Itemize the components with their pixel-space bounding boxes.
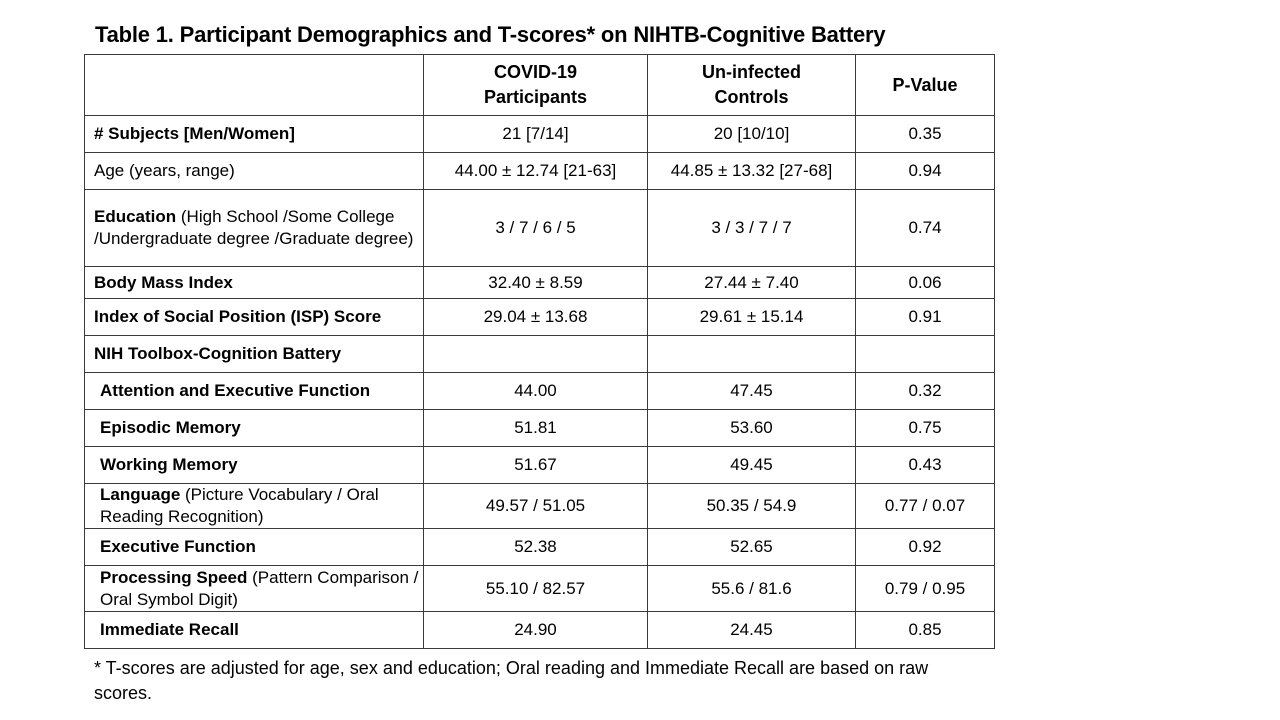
row-label-detail: Age (years, range): [94, 161, 235, 180]
row-label: [85, 529, 424, 566]
cell-covid: 29.04 ± 13.68: [424, 299, 648, 336]
cell-pvalue: [856, 336, 995, 373]
row-label-bold: Working Memory: [100, 455, 238, 474]
row-label: [85, 116, 424, 153]
table-row: [85, 529, 995, 566]
table-row: [85, 336, 995, 373]
demographics-table: [84, 54, 995, 649]
table-row: [85, 116, 995, 153]
row-label: [85, 373, 424, 410]
row-label: [85, 267, 424, 299]
cell-pvalue: 0.94: [856, 153, 995, 190]
row-label: [85, 299, 424, 336]
cell-controls: 49.45: [648, 447, 856, 484]
cell-covid: 55.10 / 82.57: [424, 566, 648, 612]
cell-covid: [424, 336, 648, 373]
row-label-bold: Executive Function: [100, 537, 256, 556]
cell-controls: 52.65: [648, 529, 856, 566]
row-label-bold: Episodic Memory: [100, 418, 241, 437]
row-label: [85, 612, 424, 649]
table-row: [85, 447, 995, 484]
cell-controls: 50.35 / 54.9: [648, 484, 856, 529]
header-controls-line2: Controls: [714, 87, 789, 107]
row-label: [85, 153, 424, 190]
header-cell-blank: [85, 55, 424, 116]
row-label-bold: Language: [100, 485, 181, 504]
cell-pvalue: 0.06: [856, 267, 995, 299]
cell-covid: 52.38: [424, 529, 648, 566]
row-label: [85, 484, 424, 529]
cell-pvalue: 0.77 / 0.07: [856, 484, 995, 529]
row-label-bold: Processing Speed: [100, 567, 248, 587]
row-label: [85, 410, 424, 447]
cell-pvalue: 0.79 / 0.95: [856, 566, 995, 612]
cell-controls: 44.85 ± 13.32 [27-68]: [648, 153, 856, 190]
row-label-bold: Attention and Executive Function: [100, 381, 371, 400]
table-row: [85, 153, 995, 190]
cell-covid: 51.81: [424, 410, 648, 447]
cell-controls: 27.44 ± 7.40: [648, 267, 856, 299]
cell-controls: 47.45: [648, 373, 856, 410]
header-covid-line1: COVID-19: [493, 62, 578, 82]
table-row: [85, 612, 995, 649]
cell-covid: 49.57 / 51.05: [424, 484, 648, 529]
row-label-detail: (Picture Vocabulary / Oral Reading Recognition): [100, 485, 379, 526]
cell-covid: 44.00: [424, 373, 648, 410]
header-covid-line2: Participants: [483, 87, 588, 107]
cell-controls: [648, 336, 856, 373]
table-row: [85, 299, 995, 336]
row-label-detail: (High School /Some College /Undergraduate degree /Graduate degree): [94, 207, 414, 248]
table-row: [85, 410, 995, 447]
cell-pvalue: 0.85: [856, 612, 995, 649]
cell-controls: 20 [10/10]: [648, 116, 856, 153]
header-controls: [648, 55, 856, 116]
table-row: [85, 484, 995, 529]
cell-controls: 53.60: [648, 410, 856, 447]
row-label: [85, 190, 424, 267]
table-row: [85, 267, 995, 299]
row-label-bold: # Subjects [Men/Women]: [94, 124, 295, 143]
cell-pvalue: 0.75: [856, 410, 995, 447]
cell-controls: 24.45: [648, 612, 856, 649]
cell-covid: 24.90: [424, 612, 648, 649]
table-title: Table 1. Participant Demographics and T-scores* on NIHTB-Cognitive Battery: [95, 22, 886, 47]
header-row: [85, 55, 995, 116]
table-row: [85, 566, 995, 612]
cell-covid: 51.67: [424, 447, 648, 484]
row-label-bold: Body Mass Index: [94, 272, 233, 292]
header-covid: [424, 55, 648, 116]
cell-controls: 29.61 ± 15.14: [648, 299, 856, 336]
row-label-bold: NIH Toolbox-Cognition Battery: [94, 344, 342, 363]
cell-covid: 44.00 ± 12.74 [21-63]: [424, 153, 648, 190]
header-controls-line1: Un-infected: [702, 62, 801, 82]
cell-covid: 32.40 ± 8.59: [424, 267, 648, 299]
row-label: [85, 566, 424, 612]
row-label-bold: Index of Social Position (ISP) Score: [94, 307, 382, 326]
row-label-bold: Education: [94, 207, 177, 226]
row-label: [85, 336, 424, 373]
table-row: [85, 190, 995, 267]
footnote: * T-scores are adjusted for age, sex and education; Oral reading and Immediate Recall are based on raw scores.: [94, 658, 929, 703]
cell-covid: 3 / 7 / 6 / 5: [424, 190, 648, 267]
cell-covid: 21 [7/14]: [424, 116, 648, 153]
row-label-detail: (Pattern Comparison / Oral Symbol Digit): [100, 567, 419, 609]
cell-pvalue: 0.32: [856, 373, 995, 410]
cell-pvalue: 0.74: [856, 190, 995, 267]
cell-controls: 3 / 3 / 7 / 7: [648, 190, 856, 267]
cell-controls: 55.6 / 81.6: [648, 566, 856, 612]
table-row: [85, 373, 995, 410]
header-pvalue: P-Value: [856, 55, 995, 116]
cell-pvalue: 0.43: [856, 447, 995, 484]
row-label-bold: Immediate Recall: [100, 620, 239, 639]
cell-pvalue: 0.35: [856, 116, 995, 153]
cell-pvalue: 0.92: [856, 529, 995, 566]
cell-pvalue: 0.91: [856, 299, 995, 336]
row-label: [85, 447, 424, 484]
